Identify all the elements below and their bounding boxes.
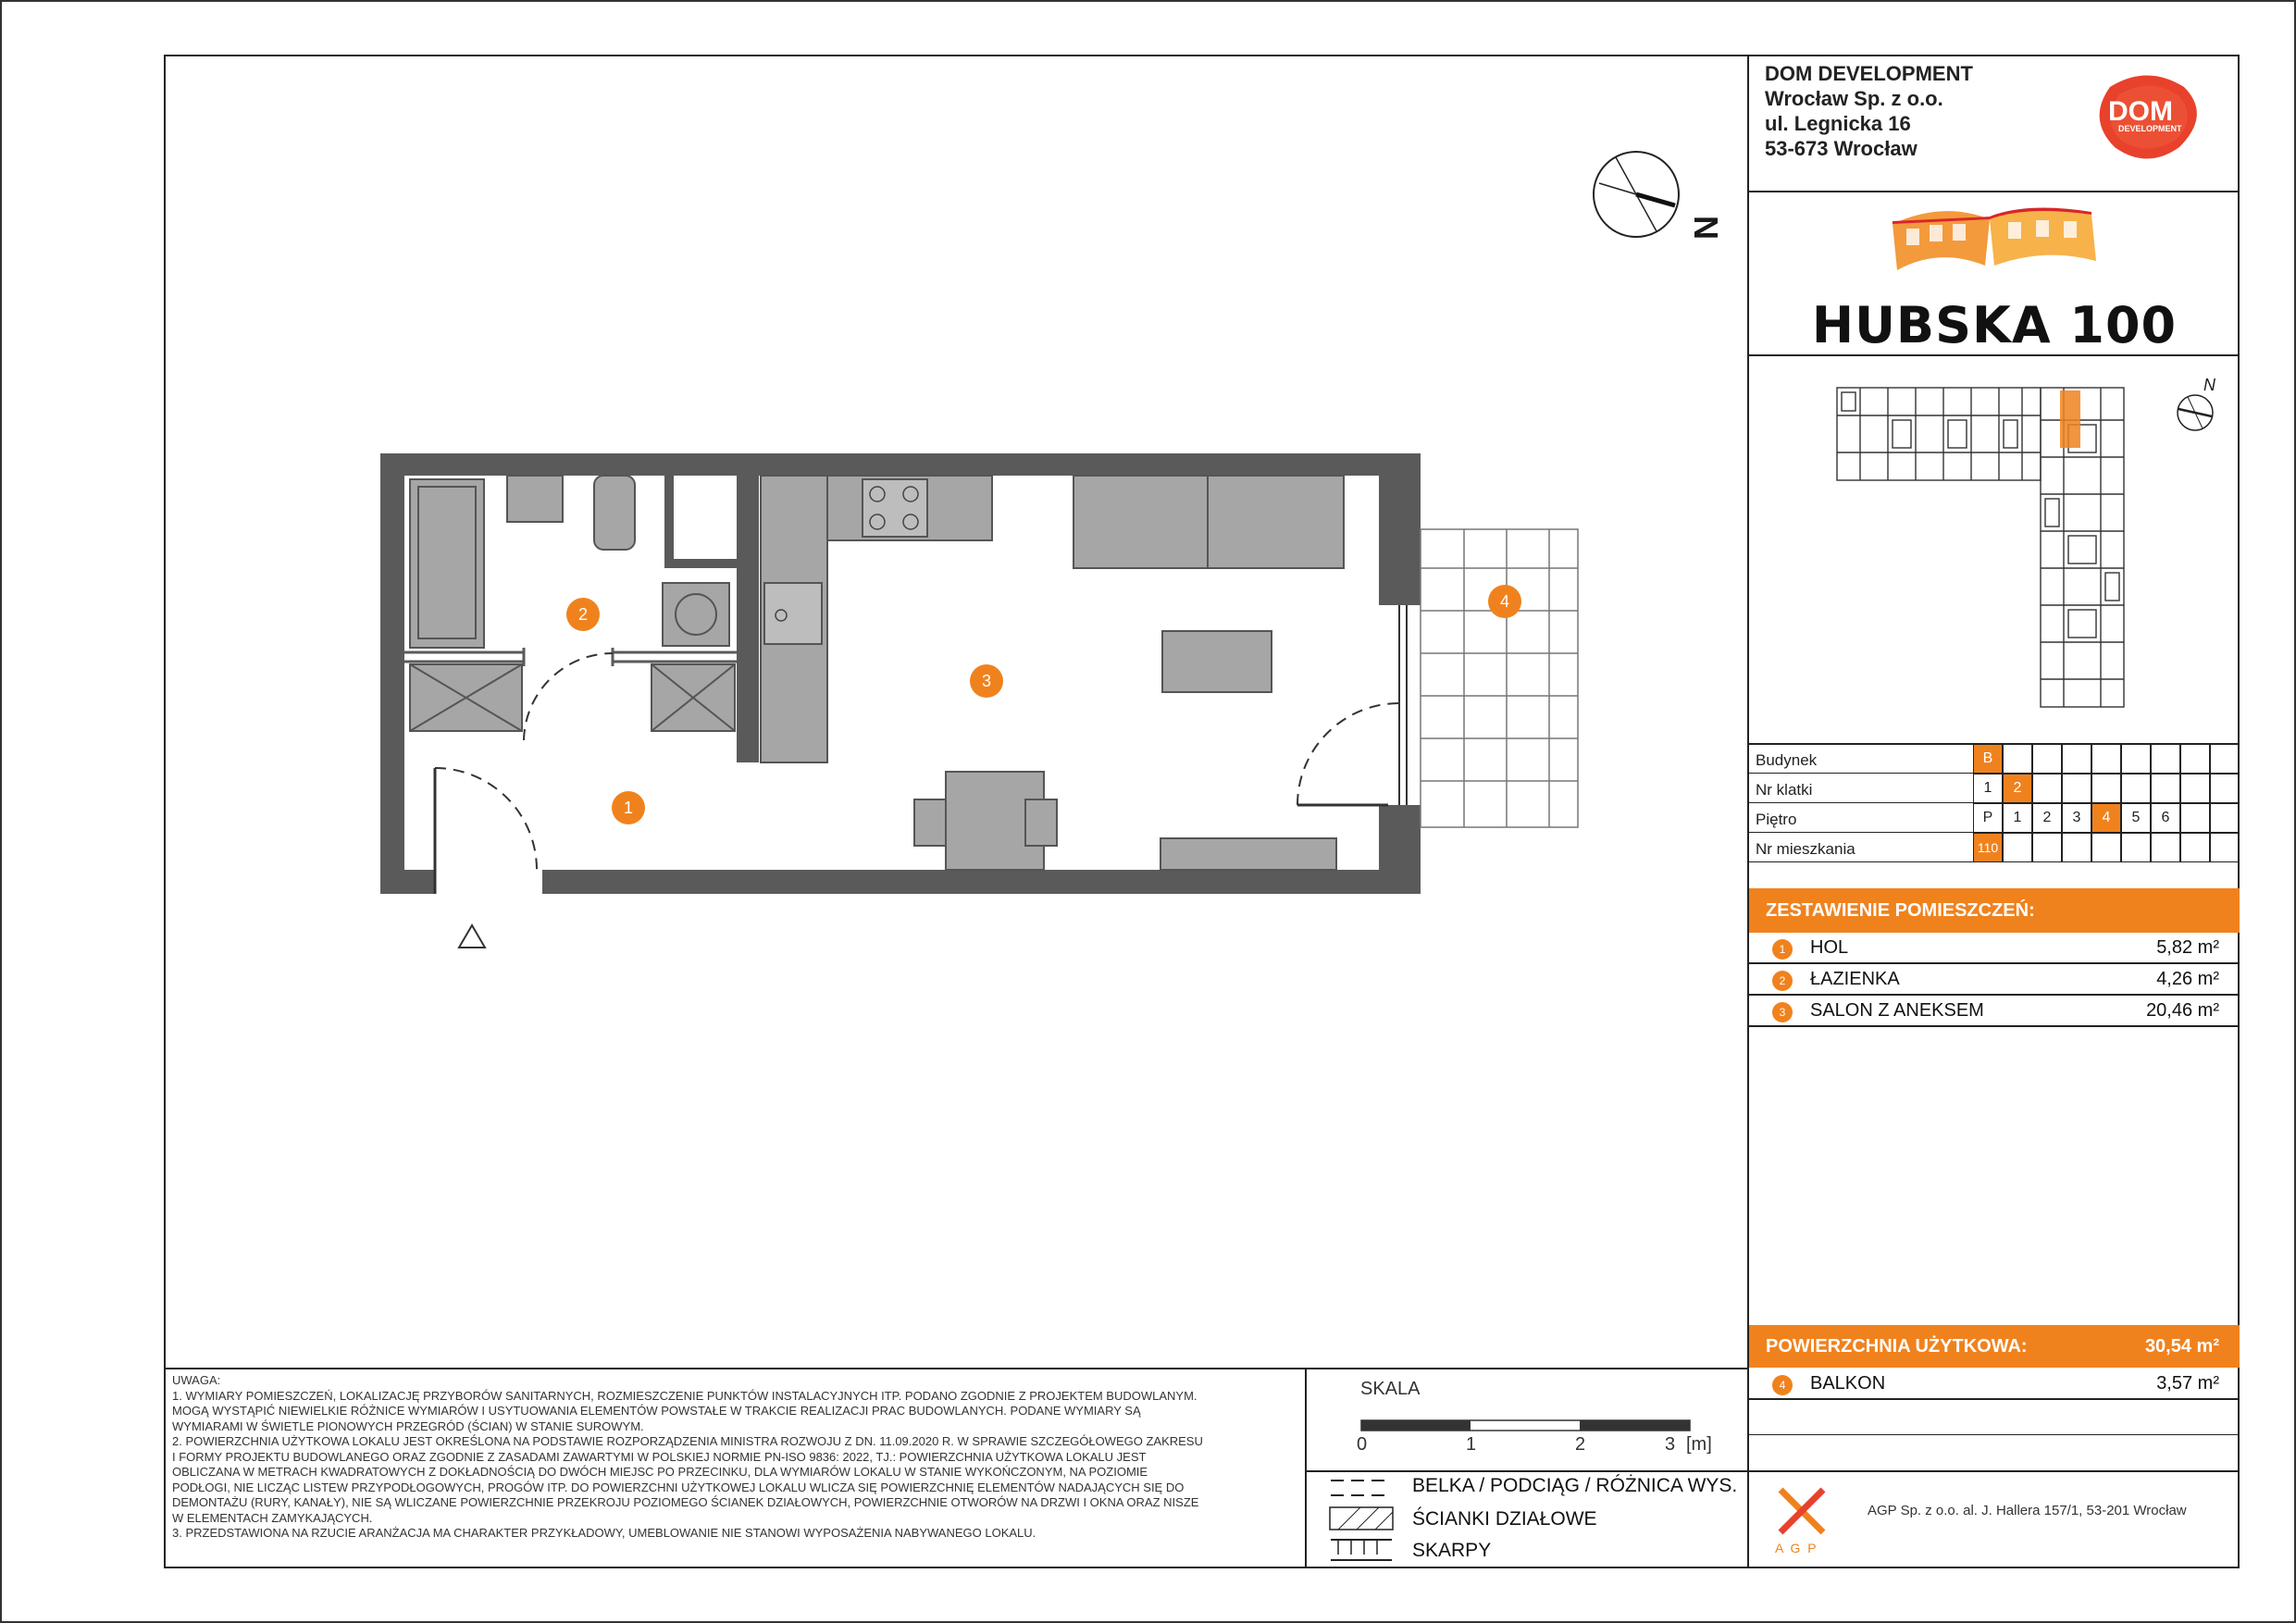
pietro-cell-5: 5 <box>2121 803 2151 833</box>
reveal-legend-label: SKARPY <box>1412 1540 1492 1561</box>
mieszkanie-blank <box>2062 833 2091 862</box>
pietro-cell-p: P <box>1973 803 2003 833</box>
notes-divider <box>164 1368 1749 1369</box>
company-line4: 53-673 Wrocław <box>1765 137 1917 160</box>
company-line3: ul. Legnicka 16 <box>1765 112 1911 135</box>
klatka-cell-2: 2 <box>2003 774 2032 803</box>
apartment-floor-plan <box>370 444 1610 962</box>
plan-room-badge: 1 <box>612 791 645 824</box>
mieszkanie-blank <box>2180 833 2210 862</box>
notes-line: 1. WYMIARY POMIESZCZEŃ, LOKALIZACJĘ PRZYBORÓW SANITARNYCH, ROZMIESZCZENIE PUNKTÓW INSTALACYJNYCH ITP. PODANO ZGODNIE Z PROJEKTEM BUDOWLANYM. <box>172 1388 1198 1403</box>
pietro-blank <box>2180 803 2210 833</box>
building-locator-plan <box>1832 383 2147 716</box>
room-row <box>1749 964 2240 996</box>
room-area: 20,46 m² <box>2146 1000 2219 1021</box>
notes-title: UWAGA: <box>172 1373 221 1387</box>
reveal-legend-icon <box>1329 1538 1394 1562</box>
budynek-blank <box>2003 744 2032 774</box>
mieszkanie-blank <box>2091 833 2121 862</box>
scale-tick-2: 2 <box>1575 1434 1586 1455</box>
agp-address: AGP Sp. z o.o. al. J. Hallera 157/1, 53-201 Wrocław <box>1868 1503 2187 1518</box>
partition-legend-icon <box>1329 1506 1394 1530</box>
plan-room-badge: 2 <box>566 598 600 631</box>
klatka-blank <box>2032 774 2062 803</box>
room-name: ŁAZIENKA <box>1810 969 1900 989</box>
agp-logo-text: A G P <box>1775 1541 1818 1555</box>
budynek-blank <box>2091 744 2121 774</box>
locator-compass-icon <box>2175 392 2215 433</box>
pietro-cell-1: 1 <box>2003 803 2032 833</box>
plan-room-badge: 3 <box>970 664 1003 698</box>
usable-area-label: POWIERZCHNIA UŻYTKOWA: <box>1766 1336 2028 1357</box>
notes-line: 3. PRZEDSTAWIONA NA RZUCIE ARANŻACJA MA CHARAKTER PRZYKŁADOWY, UMEBLOWANIE NIE STANOWI WYPOSAŻENIA NABYWANEGO LOKALU. <box>172 1526 1036 1540</box>
company-line2: Wrocław Sp. z o.o. <box>1765 87 1943 110</box>
notes-line: OBLICZANA W METRACH KWADRATOWYCH Z DOKŁADNOŚCIĄ DO DWÓCH MIEJSC PO PRZECINKU, DLA WYMIARÓW LOKALU W STANIE WYKOŃCZONYM, NA POZIOMIE <box>172 1465 1148 1479</box>
logo-text-sub: DEVELOPMENT <box>2118 124 2182 133</box>
mieszkanie-blank <box>2032 833 2062 862</box>
pietro-cell-4: 4 <box>2091 803 2121 833</box>
scale-bar <box>1360 1419 1694 1432</box>
north-label: N <box>1687 216 1725 240</box>
mieszkanie-blank <box>2210 833 2240 862</box>
scale-tick-1: 1 <box>1466 1434 1477 1455</box>
pietro-cell-3: 3 <box>2062 803 2091 833</box>
usable-area-value: 30,54 m² <box>2144 1336 2219 1357</box>
panel-line <box>1747 1434 2240 1435</box>
balcony-row <box>1749 1369 2240 1400</box>
company-address <box>1765 61 1973 161</box>
klatka-blank <box>2210 774 2240 803</box>
notes-line: WYMIARAMI W ŚWIETLE PIONOWYCH PRZEGRÓD (ŚCIAN) W STANIE SUROWYM. <box>172 1419 644 1433</box>
panel-line <box>1747 1470 2240 1472</box>
room-row <box>1749 996 2240 1027</box>
logo-text-main: DOM <box>2108 96 2173 127</box>
mieszkanie-blank <box>2121 833 2151 862</box>
room-row <box>1749 933 2240 964</box>
klatka-blank <box>2062 774 2091 803</box>
scale-tick-0: 0 <box>1357 1434 1368 1455</box>
budynek-blank <box>2121 744 2151 774</box>
scale-unit: [m] <box>1686 1434 1712 1455</box>
plan-room-badge: 4 <box>1488 585 1521 618</box>
scale-divider <box>1305 1368 1307 1568</box>
notes-line: W ELEMENTACH ZAMYKAJĄCYCH. <box>172 1510 373 1525</box>
room-number-badge: 2 <box>1772 971 1793 991</box>
room-number-badge: 1 <box>1772 939 1793 960</box>
room-name: SALON Z ANEKSEM <box>1810 1000 1984 1021</box>
compass-icon <box>1590 148 1682 241</box>
room-number-badge: 3 <box>1772 1002 1793 1022</box>
notes-line: MOGĄ WYSTĄPIĆ NIEWIELKIE RÓŻNICE WYMIARÓW I USYTUOWANIA ELEMENTÓW POWSTAŁE W TRAKCIE REALIZACJI PRAC BUDOWLANYCH. PODANE WYMIARY SĄ <box>172 1404 1141 1418</box>
panel-line <box>1747 191 2240 192</box>
notes-block <box>172 1373 1301 1542</box>
panel-line <box>1747 354 2240 356</box>
klatka-label: Nr klatki <box>1756 781 1813 799</box>
budynek-blank <box>2062 744 2091 774</box>
mieszkanie-cell: 110 <box>1973 833 2003 862</box>
budynek-blank <box>2210 744 2240 774</box>
budynek-blank <box>2151 744 2180 774</box>
room-area: 4,26 m² <box>2156 969 2219 989</box>
project-title: HUBSKA 100 <box>1811 296 2178 354</box>
pietro-blank <box>2210 803 2240 833</box>
legend-divider <box>1305 1470 1749 1472</box>
klatka-cell-1: 1 <box>1973 774 2003 803</box>
notes-line: 2. POWIERZCHNIA UŻYTKOWA LOKALU JEST OKREŚLONA NA PODSTAWIE ROZPORZĄDZENIA MINISTRA ROZWOJU Z DN. 11.09.2020 R. W SPRAWIE SZCZEGÓŁOWEGO ZAKRESU <box>172 1434 1203 1448</box>
mieszkanie-blank <box>2003 833 2032 862</box>
budynek-cell: B <box>1973 744 2003 774</box>
scale-tick-3: 3 <box>1665 1434 1676 1455</box>
film-strip-graphic <box>1888 196 2110 289</box>
notes-line: DEMONTAŻU (RURY, KANAŁY), NIE SĄ WLICZANE POWIERZCHNIE PRZEKROJU POZIOMEGO ŚCIANEK DZIAŁOWYCH, POWIERZCHNIE OTWORÓW NA DRZWI I OKNA ORAZ NISZE <box>172 1495 1199 1509</box>
notes-line: PODŁOGI, NIE LICZĄC LISTEW PRZYPODŁOGOWYCH, PROGÓW ITP. DO POWIERZCHNI UŻYTKOWEJ LOKALU WLICZA SIĘ POWIERZCHNIĘ ELEMENTÓW NADAJĄCYCH SIĘ DO <box>172 1480 1185 1494</box>
klatka-blank <box>2151 774 2180 803</box>
pietro-cell-6: 6 <box>2151 803 2180 833</box>
mieszkanie-label: Nr mieszkania <box>1756 840 1855 858</box>
room-area: 3,57 m² <box>2156 1373 2219 1394</box>
klatka-blank <box>2180 774 2210 803</box>
room-name: BALKON <box>1810 1373 1886 1394</box>
notes-line: I FORMY PROJEKTU BUDOWLANEGO ORAZ ZGODNIE Z ZASADAMI ZAWARTYMI W POLSKIEJ NORMIE PN-ISO 9836: 2022, TJ.: POWIERZCHNIA UŻYTKOWA LOKALU JEST <box>172 1449 1147 1464</box>
pietro-cell-2: 2 <box>2032 803 2062 833</box>
partition-legend-label: ŚCIANKI DZIAŁOWE <box>1412 1508 1597 1530</box>
budynek-blank <box>2180 744 2210 774</box>
company-name: DOM DEVELOPMENT <box>1765 62 1973 85</box>
beam-legend-icon <box>1329 1477 1394 1499</box>
klatka-blank <box>2091 774 2121 803</box>
budynek-label: Budynek <box>1756 751 1818 769</box>
mieszkanie-blank <box>2151 833 2180 862</box>
pietro-label: Piętro <box>1756 811 1797 828</box>
usable-area-bar <box>1749 1325 2240 1368</box>
beam-legend-label: BELKA / PODCIĄG / RÓŻNICA WYS. <box>1412 1475 1738 1496</box>
scale-label: SKALA <box>1360 1379 1421 1399</box>
locator-north-label: N <box>2203 376 2215 394</box>
klatka-blank <box>2121 774 2151 803</box>
room-name: HOL <box>1810 937 1849 958</box>
budynek-blank <box>2032 744 2062 774</box>
agp-logo <box>1775 1486 1831 1536</box>
rooms-header: ZESTAWIENIE POMIESZCZEŃ: <box>1749 888 2240 933</box>
room-area: 5,82 m² <box>2156 937 2219 958</box>
room-number-badge: 4 <box>1772 1375 1793 1395</box>
